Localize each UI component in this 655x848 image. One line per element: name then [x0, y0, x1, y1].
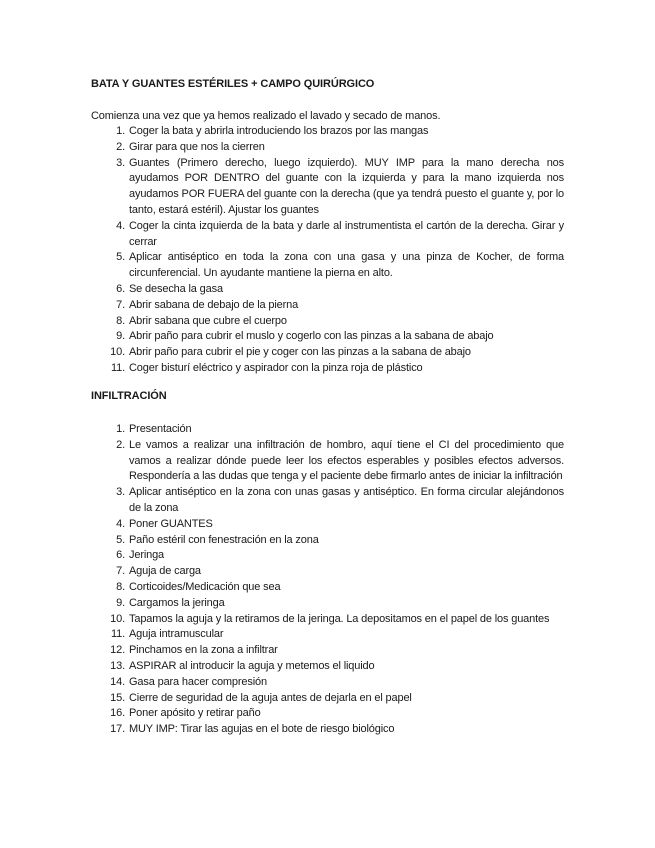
list-item-text: Aplicar antiséptico en la zona con unas gasas y antiséptico. En forma circular alejándonos de la zona — [129, 486, 564, 514]
list-item — [0, 643, 564, 659]
list-item — [0, 361, 564, 377]
list-item-text: Paño estéril con fenestración en la zona — [129, 533, 319, 546]
list-item-text: Poner apósito y retirar paño — [129, 707, 261, 720]
list-item-number: 5. — [116, 533, 125, 546]
list-item — [0, 659, 564, 675]
list-item — [0, 580, 564, 596]
list-item — [0, 612, 564, 628]
list-item — [0, 691, 564, 707]
list-item-text: Gasa para hacer compresión — [129, 675, 267, 688]
list-item-number: 10. — [110, 612, 125, 625]
list-item-text: MUY IMP: Tirar las agujas en el bote de riesgo biológico — [129, 723, 395, 736]
list-item-text: Cierre de seguridad de la aguja antes de dejarla en el papel — [129, 691, 412, 704]
section-title-bata-guantes: BATA Y GUANTES ESTÉRILES + CAMPO QUIRÚRGICO — [91, 78, 375, 90]
list-item-number: 6. — [116, 282, 125, 295]
list-item-text: Coger bisturí eléctrico y aspirador con la pinza roja de plástico — [129, 361, 423, 374]
list-item-text: Abrir paño para cubrir el pie y coger con las pinzas a la sabana de abajo — [129, 346, 471, 359]
list-item-text: Pinchamos en la zona a infiltrar — [129, 644, 278, 657]
list-item-text: Aguja intramuscular — [129, 628, 224, 641]
list-item-text: Aplicar antiséptico en toda la zona con una gasa y una pinza de Kocher, de forma circunferencial. Un ayudante mantiene la pierna en alto. — [129, 251, 564, 280]
list-item-text: Aguja de carga — [129, 565, 201, 578]
list-item-text: Coger la bata y abrirla introduciendo los brazos por las mangas — [129, 125, 429, 137]
list-item-text: Jeringa — [129, 549, 165, 562]
list-item — [0, 282, 564, 298]
list-item-number: 7. — [116, 565, 125, 578]
list-item-number: 10. — [110, 346, 125, 359]
list-item-text: Abrir sabana de debajo de la pierna — [129, 298, 299, 311]
list-item — [0, 438, 564, 485]
list-item-number: 16. — [110, 707, 125, 720]
list-item-number: 8. — [116, 314, 125, 327]
list-item — [0, 627, 564, 643]
steps-list-infiltracion — [0, 422, 564, 738]
list-item — [0, 517, 564, 533]
list-item-number: 3. — [116, 156, 125, 169]
list-item-number: 4. — [116, 219, 125, 232]
list-item-number: 5. — [116, 251, 125, 264]
list-item-number: 1. — [116, 125, 125, 137]
list-item-text: Cargamos la jeringa — [129, 596, 225, 609]
list-item-text: Corticoides/Medicación que sea — [129, 580, 281, 593]
list-item-number: 1. — [116, 423, 125, 435]
list-item — [0, 345, 564, 361]
list-item — [0, 722, 564, 738]
list-item-number: 11. — [110, 361, 125, 374]
list-item-text: Girar para que nos la cierren — [129, 140, 265, 153]
list-item-text: Poner GUANTES — [129, 517, 213, 530]
list-item-number: 9. — [116, 596, 125, 609]
list-item-number: 14. — [110, 675, 125, 688]
list-item-text: Presentación — [129, 423, 192, 435]
list-item-number: 17. — [110, 723, 125, 736]
list-item — [0, 314, 564, 330]
list-item-number: 2. — [116, 438, 125, 451]
list-item-number: 6. — [116, 549, 125, 562]
list-item-text: Tapamos la aguja y la retiramos de la jeringa. La depositamos en el papel de los guantes — [129, 612, 550, 625]
list-item-text: Guantes (Primero derecho, luego izquierdo). MUY IMP para la mano derecha nos ayudamos POR DENTRO del guante con la izquierda y para la mano izquierda nos ayudamos POR FUERA del guante con la derecha (que ya tendrá puesto el guante y, por lo tanto, estará estéril). Ajustar los guantes — [129, 156, 564, 216]
list-item-number: 4. — [116, 517, 125, 530]
list-item — [0, 329, 564, 345]
list-item-number: 9. — [116, 330, 125, 343]
list-item — [0, 156, 564, 219]
list-item — [0, 596, 564, 612]
list-item — [0, 124, 564, 140]
list-item — [0, 219, 564, 251]
list-item-text: Abrir paño para cubrir el muslo y cogerlo con las pinzas a la sabana de abajo — [129, 330, 494, 343]
list-item — [0, 485, 564, 517]
list-item-number: 8. — [116, 580, 125, 593]
intro-paragraph: Comienza una vez que ya hemos realizado el lavado y secado de manos. — [91, 110, 441, 122]
list-item — [0, 422, 564, 438]
list-item — [0, 564, 564, 580]
list-item — [0, 706, 564, 722]
list-item-text: Abrir sabana que cubre el cuerpo — [129, 314, 287, 327]
list-item-text: Se desecha la gasa — [129, 282, 223, 295]
steps-list-bata-guantes — [0, 124, 564, 377]
section-title-infiltracion: INFILTRACIÓN — [91, 390, 167, 402]
list-item-text: Coger la cinta izquierda de la bata y darle al instrumentista el cartón de la derecha. Girar y cerrar — [129, 219, 564, 248]
list-item-number: 3. — [116, 486, 125, 499]
list-item — [0, 250, 564, 282]
list-item — [0, 140, 564, 156]
list-item — [0, 675, 564, 691]
list-item-number: 13. — [110, 659, 125, 672]
list-item — [0, 298, 564, 314]
list-item-text: Le vamos a realizar una infiltración de hombro, aquí tiene el CI del procedimiento que vamos a realizar dónde puede leer los efectos esperables y posibles efectos adversos. Respondería a las dudas que tenga y el paciente debe firmarlo antes de iniciar la infiltración — [129, 438, 564, 483]
list-item-number: 2. — [116, 140, 125, 153]
list-item-text: ASPIRAR al introducir la aguja y metemos el liquido — [129, 659, 375, 672]
list-item-number: 12. — [110, 644, 125, 657]
list-item-number: 7. — [116, 298, 125, 311]
list-item — [0, 533, 564, 549]
list-item — [0, 548, 564, 564]
list-item-number: 15. — [110, 691, 125, 704]
list-item-number: 11. — [110, 628, 125, 641]
